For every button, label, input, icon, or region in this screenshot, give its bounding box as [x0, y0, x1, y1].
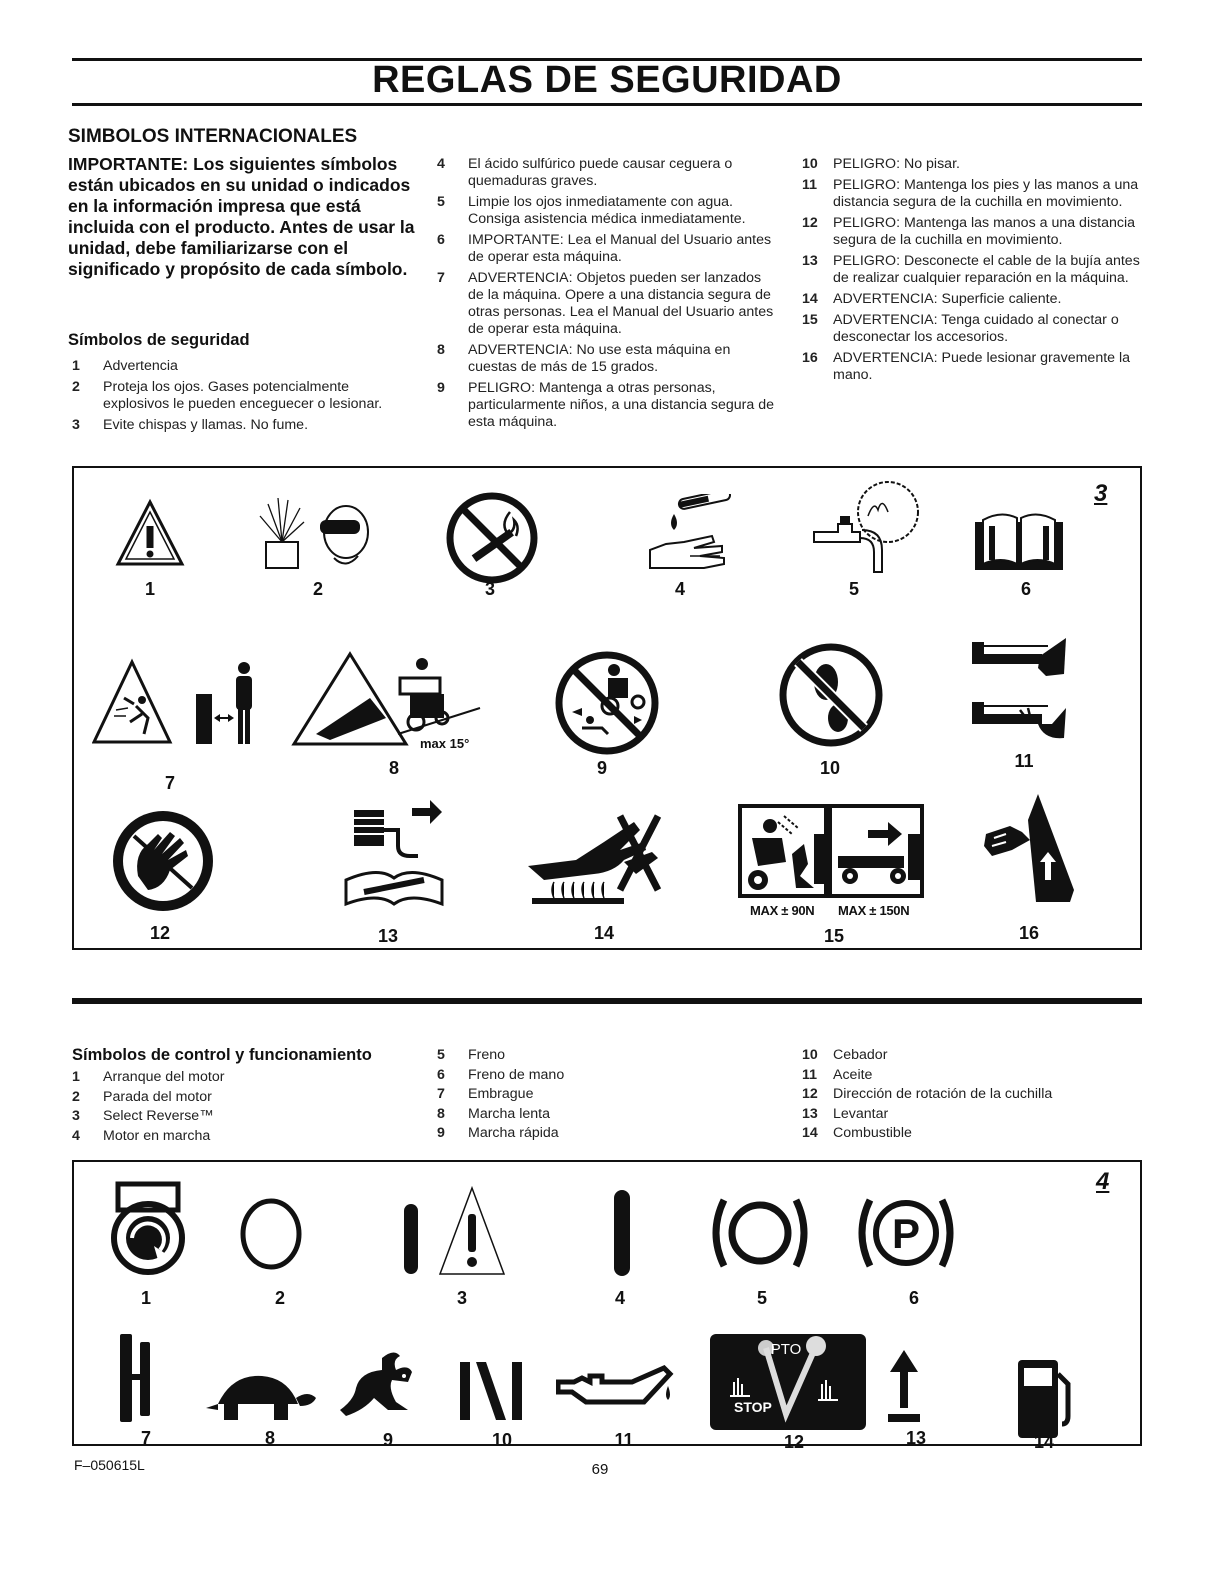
- select-reverse-icon: [400, 1184, 508, 1282]
- eye-wash-icon: [804, 476, 934, 576]
- oil-can-icon: [556, 1362, 682, 1428]
- list-item: 11 Aceite: [802, 1066, 873, 1083]
- symbol-label: 8: [264, 1428, 275, 1448]
- pto-label: PTO: [770, 1341, 802, 1358]
- symbol-label: 4: [674, 579, 685, 599]
- disconnect-spark-plug-icon: [338, 800, 450, 914]
- control-list-col1: [70, 1069, 415, 1147]
- clutch-icon: [114, 1328, 164, 1428]
- hand-crush-icon: [980, 790, 1080, 908]
- symbol-label: 9: [596, 758, 607, 778]
- symbol-label: 3: [456, 1288, 467, 1308]
- control-list-col3: [800, 1047, 1145, 1145]
- symbol-label: 10: [491, 1430, 513, 1450]
- symbol-label: 13: [905, 1428, 927, 1448]
- list-item: 8 ADVERTENCIA: No use esta máquina en cuestas de más de 15 grados.: [437, 342, 731, 375]
- symbol-label: 9: [382, 1430, 393, 1450]
- brake-icon: [710, 1192, 810, 1274]
- control-list-col2: [435, 1047, 780, 1145]
- list-item: 13 PELIGRO: Desconecte el cable de la bujía antes de realizar cualquier reparación en la máquina.: [802, 253, 1140, 286]
- page-title: REGLAS DE SEGURIDAD: [372, 59, 842, 101]
- read-manual-icon: [969, 504, 1069, 574]
- raise-arrow-icon: [884, 1348, 924, 1426]
- symbol-label: 12: [783, 1432, 805, 1452]
- hand-blade-danger-icon: [108, 806, 218, 916]
- blade-rotation-icon: [710, 1334, 866, 1430]
- list-item: 9 Marcha rápida: [437, 1125, 559, 1142]
- list-item: 12 PELIGRO: Mantenga las manos a una distancia segura de la cuchilla en movimiento.: [802, 215, 1136, 248]
- safety-list-col1: [70, 358, 415, 438]
- symbol-label: 14: [593, 923, 615, 943]
- symbol-label: 5: [848, 579, 859, 599]
- safety-list-col3: [800, 156, 1145, 388]
- list-item: 14 Combustible: [802, 1125, 912, 1142]
- symbol-label: 8: [388, 758, 399, 778]
- symbol-label: 4: [614, 1288, 625, 1308]
- symbol-label: 6: [908, 1288, 919, 1308]
- list-item: 13 Levantar: [802, 1105, 889, 1122]
- symbol-label: 1: [144, 579, 155, 599]
- figure-number: 4: [1096, 1168, 1110, 1195]
- safety-symbols-figure: [72, 466, 1142, 950]
- list-item: 9 PELIGRO: Mantenga a otras personas, particularmente niños, a una distancia segura de esta máquina.: [437, 380, 775, 430]
- list-item: 5 Freno: [437, 1047, 506, 1063]
- list-item: 6 Freno de mano: [437, 1066, 565, 1083]
- title-rule: [72, 103, 1142, 106]
- park-letter: P: [891, 1210, 921, 1257]
- list-item: 1 Advertencia: [72, 358, 178, 374]
- symbol-label: 16: [1018, 923, 1040, 943]
- acid-burn-icon: [634, 494, 734, 574]
- control-heading: Símbolos de control y funcionamiento: [72, 1046, 372, 1064]
- symbol-label: 7: [140, 1428, 151, 1448]
- symbol-label: 1: [140, 1288, 151, 1308]
- fuel-pump-icon: [1014, 1358, 1076, 1442]
- list-item: 15 ADVERTENCIA: Tenga cuidado al conectar o desconectar los accesorios.: [802, 312, 1119, 345]
- thrown-objects-icon: [92, 658, 292, 748]
- symbol-label: 13: [377, 926, 399, 946]
- symbol-label: 2: [274, 1288, 285, 1308]
- figure-number: 3: [1094, 480, 1108, 507]
- warning-triangle-icon: [114, 498, 186, 568]
- list-item: 4 Motor en marcha: [72, 1127, 211, 1144]
- list-item: 14 ADVERTENCIA: Superficie caliente.: [802, 291, 1062, 307]
- keep-children-away-icon: [552, 648, 662, 758]
- symbol-label: 7: [164, 773, 175, 793]
- list-item: 7 ADVERTENCIA: Objetos pueden ser lanzados de la máquina. Opere a una distancia segura de otras personas. Lea el Manual del Usuario antes de operar esta máquina.: [437, 270, 774, 337]
- engine-run-icon: [612, 1188, 632, 1278]
- list-item: 7 Embrague: [437, 1086, 534, 1103]
- intro-paragraph: IMPORTANTE: Los siguientes símbolos están ubicados en su unidad o indicados en la información impresa que está incluida con el producto. Antes de usar la unidad, debe familiarizarse con el significado y propósito de cada símbolo.: [68, 154, 415, 279]
- symbol-label: 6: [1020, 579, 1031, 599]
- safety-heading: Símbolos de seguridad: [68, 331, 250, 349]
- list-item: 16 ADVERTENCIA: Puede lesionar gravemente la mano.: [802, 350, 1131, 383]
- list-item: 10 Cebador: [802, 1047, 888, 1063]
- list-item: 11 PELIGRO: Mantenga los pies y las manos a una distancia segura de la cuchilla en movimiento.: [802, 177, 1139, 210]
- blade-foot-hand-icon: [968, 634, 1078, 748]
- list-item: 12 Dirección de rotación de la cuchilla: [802, 1086, 1053, 1103]
- list-item: 10 PELIGRO: No pisar.: [802, 156, 960, 172]
- list-item: 1 Arranque del motor: [72, 1069, 225, 1085]
- list-item: 2 Proteja los ojos. Gases potencialmente explosivos le pueden enceguecer o lesionar.: [72, 379, 383, 412]
- no-stepping-icon: [776, 640, 886, 750]
- symbol-label: 15: [823, 926, 845, 946]
- force-label-b: MAX ± 150N: [838, 903, 910, 918]
- document-code: F–050615L: [74, 1457, 145, 1473]
- page-number: 69: [591, 1461, 609, 1478]
- parking-brake-icon: [856, 1192, 956, 1274]
- engine-stop-icon: [238, 1196, 304, 1272]
- symbol-label: 2: [312, 579, 323, 599]
- hot-surface-icon: [524, 802, 664, 912]
- list-item: 3 Evite chispas y llamas. No fume.: [72, 417, 309, 433]
- engine-start-icon: [102, 1180, 194, 1276]
- symbol-label: 11: [1014, 751, 1034, 771]
- control-symbols-figure: [72, 1160, 1142, 1452]
- list-item: 6 IMPORTANTE: Lea el Manual del Usuario antes de operar esta máquina.: [437, 232, 772, 265]
- stop-label: STOP: [734, 1399, 772, 1415]
- slow-turtle-icon: [202, 1368, 318, 1428]
- symbol-label: 5: [756, 1288, 767, 1308]
- list-item: 8 Marcha lenta: [437, 1105, 551, 1122]
- symbol-label: 12: [149, 923, 171, 943]
- list-item: 2 Parada del motor: [72, 1088, 212, 1105]
- slope-text: max 15°: [420, 736, 470, 751]
- list-item: 5 Limpie los ojos inmediatamente con agua. Consiga asistencia médica inmediatamente.: [437, 194, 746, 227]
- attachment-caution-icon: [738, 804, 924, 898]
- section-divider: [72, 998, 1142, 1004]
- list-item: 4 El ácido sulfúrico puede causar ceguera o quemaduras graves.: [437, 156, 733, 189]
- section-title: SIMBOLOS INTERNACIONALES: [68, 126, 358, 147]
- choke-icon: [456, 1358, 526, 1424]
- list-item: 3 Select Reverse™: [72, 1108, 214, 1125]
- fast-rabbit-icon: [338, 1348, 432, 1428]
- symbol-label: 14: [1033, 1432, 1055, 1452]
- eye-protection-explosion-icon: [254, 494, 374, 574]
- symbol-label: 3: [484, 579, 495, 599]
- symbol-label: 11: [614, 1430, 634, 1450]
- symbol-label: 10: [819, 758, 841, 778]
- safety-list-col2: [435, 156, 780, 435]
- no-flames-icon: [444, 490, 540, 586]
- force-label-a: MAX ± 90N: [750, 903, 815, 918]
